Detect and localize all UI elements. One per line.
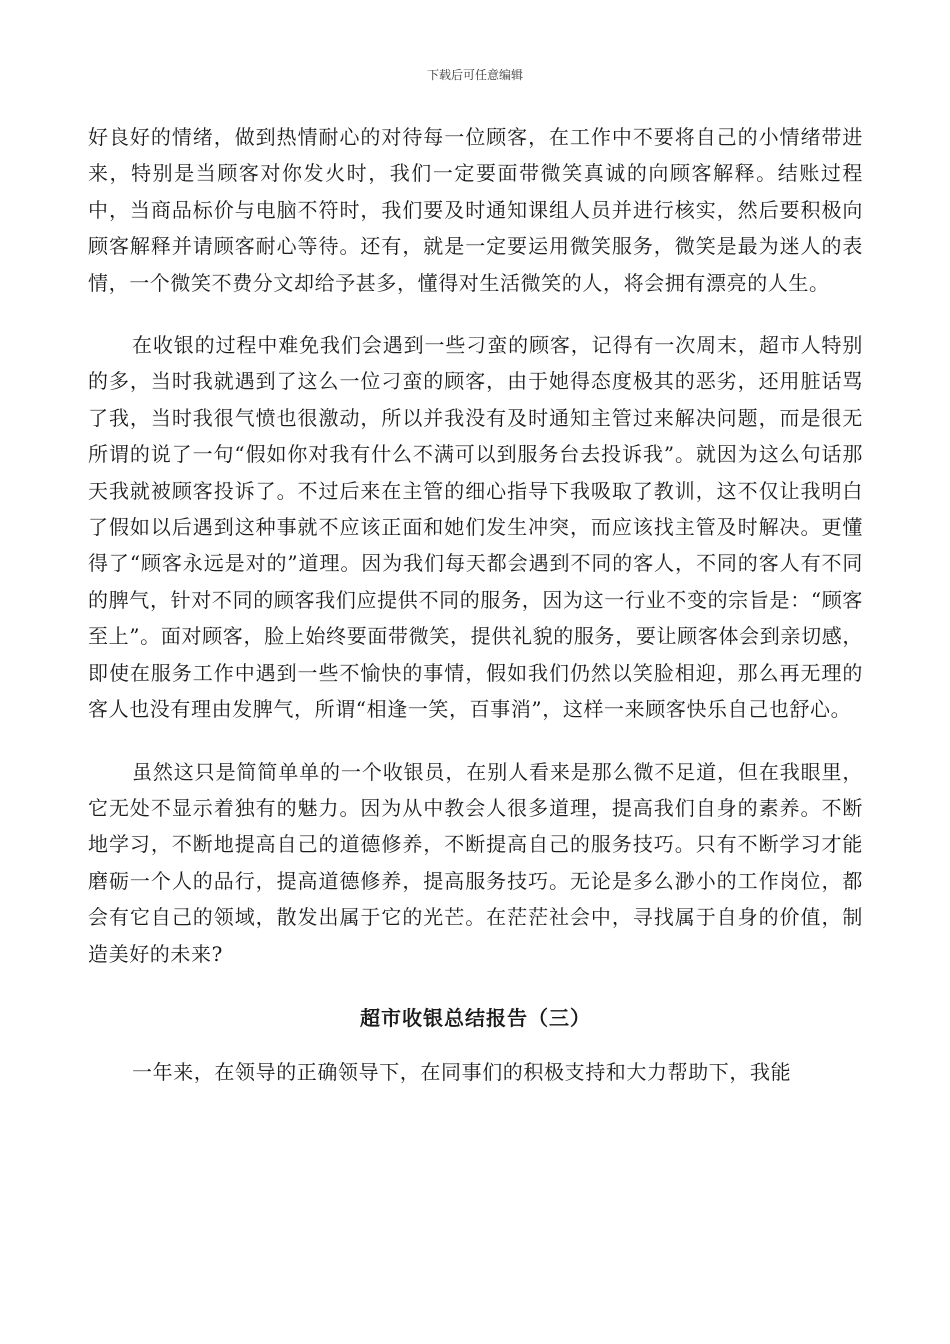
paragraph-report-opening: 一年来，在领导的正确领导下，在同事们的积极支持和大力帮助下，我能 xyxy=(132,1059,792,1084)
paragraph-cashier-incident: 在收银的过程中难免我们会遇到一些刁蛮的顾客，记得有一次周末，超市人特别的多，当时我就遇到了这么一位刁蛮的顾客，由于她得态度极其的恶劣，还用脏话骂了我，当时我很气愤也很激动，所以并我没有及时通知主管过来解决问题，而是很无所谓的说了一句“假如你对我有什么不满可以到服务台去投诉我”。就因为这么句话那天我就被顾客投诉了。不过后来在主管的细心指导下我吸取了教训，这不仅让我明白了假如以后遇到这种事就不应该正面和她们发生冲突，而应该找主管及时解决。更懂得了“顾客永远是对的”道理。因为我们每天都会遇到不同的客人，不同的客人有不同的脾气，针对不同的顾客我们应提供不同的服务，因为这一行业不变的宗旨是：“顾客至上”。面对顾客，脸上始终要面带微笑，提供礼貌的服务，要让顾客体会到亲切感，即使在服务工作中遇到一些不愉快的事情，假如我们仍然以笑脸相迎，那么再无理的客人也没有理由发脾气，所谓“相逢一笑，百事消”，这样一来顾客快乐自己也舒心。 xyxy=(88,333,863,722)
document-body xyxy=(88,119,863,1090)
page-header: 下载后可任意编辑 xyxy=(426,68,523,82)
paragraph-cashier-reflection: 虽然这只是简简单单的一个收银员，在别人看来是那么微不足道，但在我眼里，它无处不显示着独有的魅力。因为从中教会人很多道理，提高我们自身的素养。不断地学习，不断地提高自己的道德修养，不断提高自己的服务技巧。只有不断学习才能磨砺一个人的品行，提高道德修养，提高服务技巧。无论是多么渺小的工作岗位，都会有它自己的领域，散发出属于它的光芒。在茫茫社会中，寻找属于自身的价值，制造美好的未来? xyxy=(88,759,863,966)
section-title: 超市收银总结报告（三） xyxy=(360,1005,591,1030)
paragraph-continuation: 好良好的情绪，做到热情耐心的对待每一位顾客，在工作中不要将自己的小情绪带进来，特别是当顾客对你发火时，我们一定要面带微笑真诚的向顾客解释。结账过程中，当商品标价与电脑不符时，我们要及时通知课组人员并进行核实，然后要积极向顾客解释并请顾客耐心等待。还有，就是一定要运用微笑服务，微笑是最为迷人的表情，一个微笑不费分文却给予甚多，懂得对生活微笑的人，将会拥有漂亮的人生。 xyxy=(88,125,863,295)
